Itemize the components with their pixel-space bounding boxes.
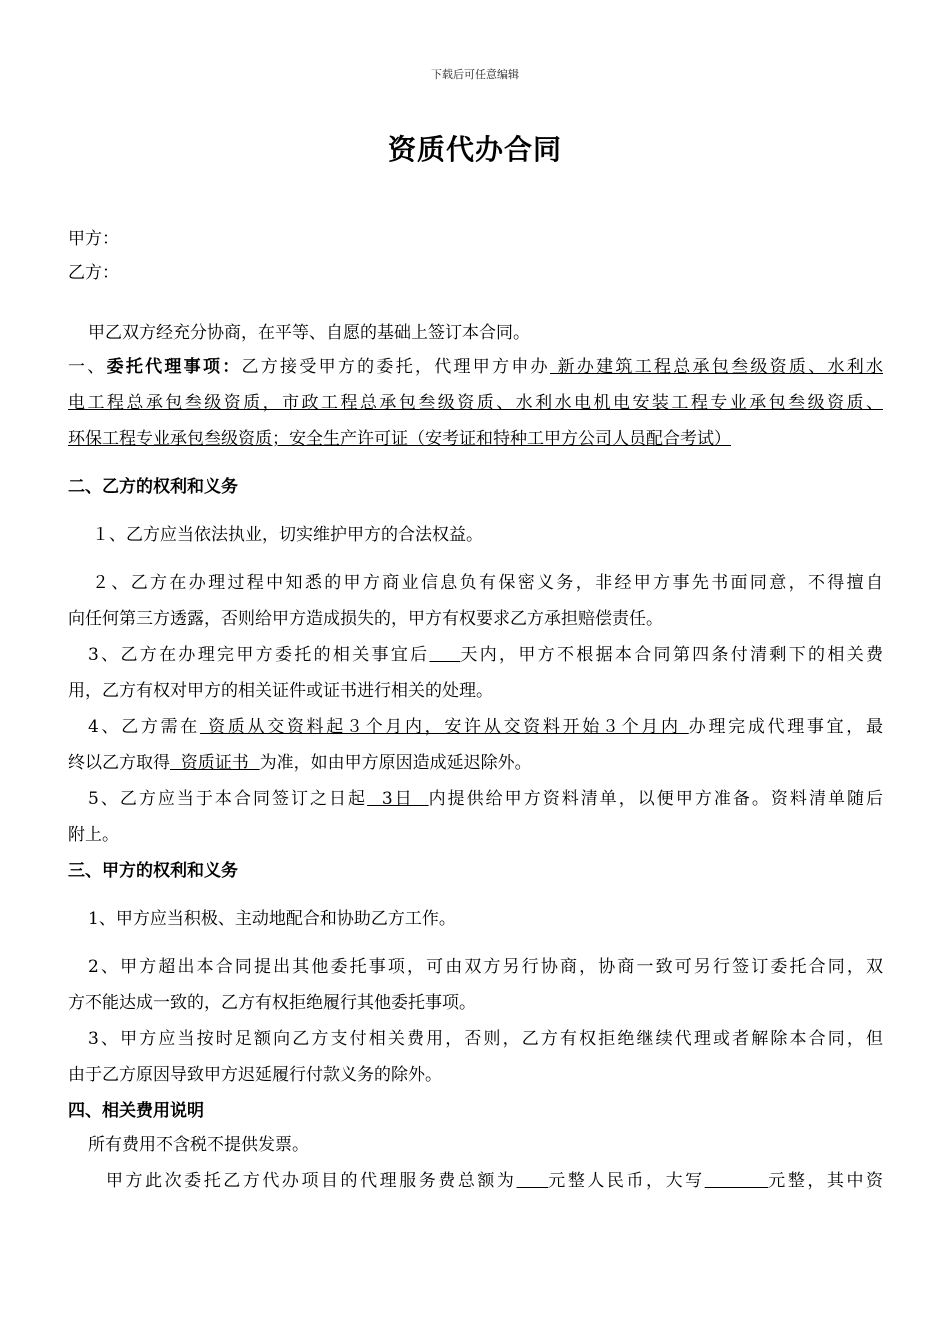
section1-scope-3: 环保工程专业承包叁级资质；安全生产许可证（安考证和特种工甲方公司人员配合考试） xyxy=(68,429,731,449)
section2-item4-c: 终以乙方取得 xyxy=(68,753,170,773)
section1-line2 xyxy=(68,388,883,413)
section2-item5-days: 3日 xyxy=(367,789,429,809)
section2-item3-b: 天内，甲方不根据本合同第四条付清剩下的相关费 xyxy=(460,645,884,665)
section3-item1: 1、甲方应当积极、主动地配合和协助乙方工作。 xyxy=(88,909,456,929)
section4-heading: 四、相关费用说明 xyxy=(68,1101,204,1121)
section3-item3-line1: 3、甲方应当按时足额向乙方支付相关费用，否则，乙方有权拒绝继续代理或者解除本合同，但 xyxy=(88,1029,883,1049)
section2-item4-d: 为准，如由甲方原因造成延迟除外。 xyxy=(259,753,532,773)
section1-line1 xyxy=(68,352,883,377)
section2-item1: １、乙方应当依法执业，切实维护甲方的合法权益。 xyxy=(92,525,483,545)
section2-item5-a: 5、乙方应当于本合同签订之日起 xyxy=(88,789,368,809)
section2-item4-period: 资质从交资料起３个月内，安许从交资料开始３个月内 xyxy=(199,717,689,737)
section2-item4-a: 4、乙方需在 xyxy=(88,717,200,737)
page-title: 资质代办合同 xyxy=(387,133,562,166)
intro-paragraph: 甲乙双方经充分协商，在平等、自愿的基础上签订本合同。 xyxy=(88,323,530,343)
section3-heading: 三、甲方的权利和义务 xyxy=(68,861,238,881)
section2-item4-line1 xyxy=(88,712,883,737)
section1-prefix: 一、 xyxy=(68,357,107,377)
section2-item5-line1 xyxy=(88,784,883,809)
section4-fee-a: 甲方此次委托乙方代办项目的代理服务费总额为 xyxy=(106,1171,517,1191)
section1-line3 xyxy=(68,424,883,449)
section2-item3-a: 3、乙方在办理完甲方委托的相关事宜后 xyxy=(88,645,430,665)
section2-item5-line2: 附上。 xyxy=(68,825,119,845)
section2-item4-line2 xyxy=(68,748,883,773)
header-note: 下载后可任意编辑 xyxy=(431,68,519,81)
section1-text: 乙方接受甲方的委托，代理甲方申办 xyxy=(241,357,550,377)
section1-heading: 委托代理事项： xyxy=(106,357,242,377)
section2-item2-line1: ２、乙方在办理过程中知悉的甲方商业信息负有保密义务，非经甲方事先书面同意，不得擅自 xyxy=(92,573,883,593)
section3-item2-line1: 2、甲方超出本合同提出其他委托事项，可由双方另行协商，协商一致可另行签订委托合同，双 xyxy=(88,957,883,977)
section2-item3-line2: 用，乙方有权对甲方的相关证件或证书进行相关的处理。 xyxy=(68,681,493,701)
section4-fee-line xyxy=(106,1166,883,1191)
section4-note: 所有费用不含税不提供发票。 xyxy=(88,1135,309,1155)
section2-item3-blank xyxy=(430,645,461,665)
section4-fee-blank-capital xyxy=(705,1171,769,1191)
section2-item5-b: 内提供给甲方资料清单，以便甲方准备。资料清单随后 xyxy=(428,789,883,809)
section1-scope-2: 电工程总承包叁级资质，市政工程总承包叁级资质、水利水电机电安装工程专业承包叁级资质、 xyxy=(68,393,883,413)
section4-fee-b: 元整人民币，大写 xyxy=(548,1171,705,1191)
section1-scope-1: 新办建筑工程总承包叁级资质、水利水 xyxy=(549,357,884,377)
section2-item2-line2: 向任何第三方透露，否则给甲方造成损失的，甲方有权要求乙方承担赔偿责任。 xyxy=(68,609,663,629)
party-b-label: 乙方： xyxy=(68,263,119,283)
section2-item4-b: 办理完成代理事宜，最 xyxy=(688,717,883,737)
section2-item4-cert: 资质证书 xyxy=(170,753,260,773)
section3-item3-line2: 由于乙方原因导致甲方迟延履行付款义务的除外。 xyxy=(68,1065,442,1085)
section3-item2-line2: 方不能达成一致的，乙方有权拒绝履行其他委托事项。 xyxy=(68,993,476,1013)
section4-fee-blank-amount xyxy=(516,1171,548,1191)
party-a-label: 甲方： xyxy=(68,229,119,249)
section2-item3-line1 xyxy=(88,640,883,665)
section4-fee-c: 元整，其中资 xyxy=(768,1171,884,1191)
section2-heading: 二、乙方的权利和义务 xyxy=(68,477,238,497)
